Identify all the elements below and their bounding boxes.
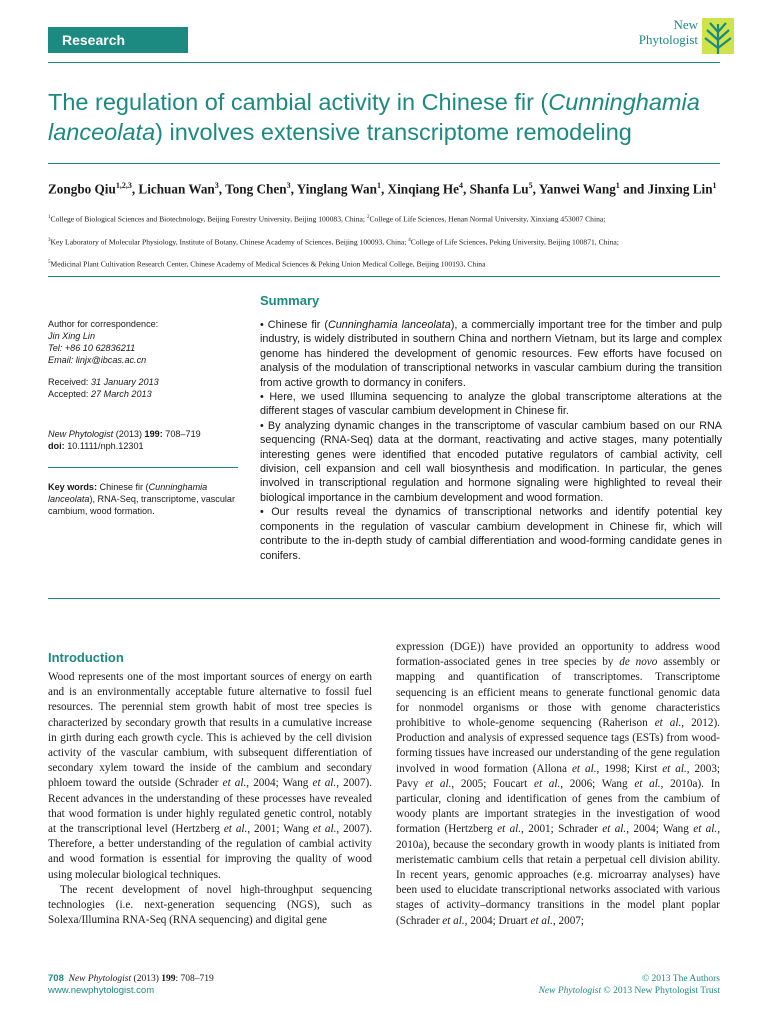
section-tag: Research bbox=[48, 27, 188, 53]
journal-leaf-icon bbox=[702, 18, 734, 54]
affiliation-rule bbox=[48, 276, 720, 277]
body-paragraph: The recent development of novel high-throughput sequencing technologies (i.e. next-generation sequencing (NGS), such as Solexa/Illumina RNA-Seq (RNA sequencing) and digital gene bbox=[48, 883, 372, 927]
body-column-left bbox=[48, 670, 372, 928]
correspondence-label: Author for correspondence: bbox=[48, 319, 159, 329]
author-affiliation-marker: 1 bbox=[712, 181, 717, 190]
author-affiliation-marker: 5 bbox=[528, 181, 533, 190]
correspondence-tel: Tel: +86 10 62836211 bbox=[48, 343, 136, 353]
article-title: The regulation of cambial activity in Chinese fir (Cunninghamia lanceolata) involves extensive transcriptome remodeling bbox=[48, 89, 700, 145]
body-paragraph: expression (DGE)) have provided an opportunity to address wood formation-associated genes in tree species by de novo assembly or mapping and quantification of transcriptomes. Transcriptome sequencing is an efficient means to generate functional genomic data for nonmodel organisms or those with genome characteristics prohibitive to whole-genome sequencing (Raherison et al., 2012). Production and analysis of expressed sequence tags (ESTs) from wood-forming tissues have increased our understanding of the gene regulation involved in wood formation (Allona et al., 1998; Kirst et al., 2003; Pavy et al., 2005; Foucart et al., 2006; Wang et al., 2010a). In particular, cloning and identification of genes from the cambium of woody plants are important strategies in the investigation of wood formation (Hertzberg et al., 2001; Schrader et al., 2004; Wang et al., 2010a), because the secondary growth in woody plants is initiated from meristematic cambium cells that retain a perpetual cell division ability. In recent years, genomic approaches (e.g. microarray analyses) have been used to elucidate transcriptional networks associated with various stages of activity–dormancy transitions in the model plant poplar (Schrader et al., 2004; Druart et al., 2007; bbox=[396, 641, 721, 927]
author-name: Lichuan Wan bbox=[138, 181, 215, 197]
header-rule bbox=[48, 62, 720, 63]
journal-name-line2: Phytologist bbox=[638, 32, 698, 47]
affiliation-line: $^1$College of Biological Sciences and Biotechnology, Beijing Forestry University, Beijing 100083, China; $^2$College of Life Sciences, Henan Normal University, Xinxiang 453007 China; bbox=[48, 214, 606, 224]
citation-block: New Phytologist (2013) 199: 708–719 doi: 10.1111/nph.12301 bbox=[48, 429, 201, 451]
author-name: Yinglang Wan bbox=[296, 181, 377, 197]
section-heading-introduction: Introduction bbox=[48, 650, 124, 665]
author-name: Xinqiang He bbox=[387, 181, 459, 197]
author-name: Shanfa Lu bbox=[469, 181, 529, 197]
author-name: Tong Chen bbox=[225, 181, 287, 197]
footer-copyright: © 2013 The Authors New Phytologist © 2013 New Phytologist Trust bbox=[538, 974, 720, 996]
journal-logo bbox=[614, 16, 734, 60]
doi-value[interactable]: 10.1111/nph.12301 bbox=[64, 441, 144, 451]
author-affiliation-marker: 4 bbox=[459, 181, 463, 190]
accepted-date: 27 March 2013 bbox=[90, 389, 152, 399]
summary-rule bbox=[48, 598, 720, 599]
correspondence-email[interactable]: Email: linjx@ibcas.ac.cn bbox=[48, 355, 147, 365]
footer-left: 708 New Phytologist (2013) 199: 708–719 www.newphytologist.com bbox=[48, 973, 214, 996]
summary-bullet: • Chinese fir (Cunninghamia lanceolata), a commercially important tree for the timber and pulp industry, is widely distributed in southern China and northern Vietnam, but its large and complex genome has hindered the development of genomic resources. Few efforts have focused on analysis of the modulation of transcriptional networks in vascular cambium during the transition from active growth to dormancy in conifers. bbox=[260, 319, 723, 389]
affiliation-line: $^3$Key Laboratory of Molecular Physiology, Institute of Botany, Chinese Academy of Sciences, Beijing 100093, China; $^4$College of Life Sciences, Peking University, Beijing 100871, China; bbox=[48, 237, 619, 247]
author-affiliation-marker: 1 bbox=[615, 181, 620, 190]
side-rule bbox=[48, 467, 238, 468]
dates-block: Received: 31 January 2013 Accepted: 27 March 2013 bbox=[48, 377, 159, 399]
affiliation-line: $^5$Medicinal Plant Cultivation Research Center, Chinese Academy of Medical Sciences & Peking Union Medical College, Beijing 100193, China bbox=[48, 259, 486, 269]
summary-bullet: • By analyzing dynamic changes in the transcriptome of vascular cambium based on our RNA sequencing (RNA-Seq) data at the dormant, reactivating and active stages, many potentially interesting genes were identified that encoded putative regulators of cambial activity, cell division, cell expansion and cell wall biosynthesis and modification. In particular, the genes involved in transcriptional regulation and hormone signaling were highlighted to reveal their biological importance in the cambium development and wood formation. bbox=[260, 419, 722, 504]
author-affiliation-marker: 1 bbox=[376, 181, 381, 190]
author-affiliation-marker: 3 bbox=[214, 181, 219, 190]
author-affiliation-marker: 1,2,3 bbox=[115, 181, 132, 190]
correspondence-name: Jin Xing Lin bbox=[48, 331, 96, 341]
summary-bullet: • Here, we used Illumina sequencing to analyze the global transcriptome alterations at the different stages of vascular cambium development in Chinese fir. bbox=[260, 391, 722, 418]
author-name: Yanwei Wang bbox=[538, 181, 616, 197]
summary-text bbox=[260, 318, 722, 563]
journal-name-line1: New bbox=[673, 17, 698, 32]
correspondence-block bbox=[48, 318, 238, 366]
author-affiliation-marker: 3 bbox=[286, 181, 291, 190]
title-rule bbox=[48, 163, 720, 164]
body-column-right bbox=[396, 640, 720, 929]
body-paragraph: Wood represents one of the most important sources of energy on earth and is an environmentally acceptable future alternative to fossil fuel resources. The perennial stem growth habit of most tree species is characterized by secondary growth that results in a cumulative increase in girth during each growth cycle. This is achieved by the cell division activity of the vascular cambium, with subsequent differentiation of secondary xylem toward the inside of the cambium and secondary phloem toward the outside (Schrader et al., 2004; Wang et al., 2007). Recent advances in the understanding of these processes have revealed that wood formation is under highly regulated genetic control, notably at the transcriptional level (Hertzberg et al., 2001; Wang et al., 2007). Therefore, a better understanding of the regulation of cambial activity and wood formation is essential for improving the quality of wood using molecular biological techniques. bbox=[48, 671, 373, 881]
summary-bullet: • Our results reveal the dynamics of transcriptional networks and identify potential key components in the regulation of vascular cambium development in Chinese fir, which will contribute to the in-depth study of cambial differentiation and wood-forming candidate genes in conifers. bbox=[260, 506, 722, 562]
summary-heading: Summary bbox=[260, 293, 320, 308]
author-name: Jinxing Lin bbox=[647, 181, 713, 197]
keywords-block: Key words: Chinese fir (Cunninghamia lanceolata), RNA-Seq, transcriptome, vascular cambium, wood formation. bbox=[48, 482, 236, 516]
author-list: Zongbo Qiu$^{1,2,3}$, Lichuan Wan$^3$, Tong Chen$^3$, Yinglang Wan$^1$, Xinqiang He$^4$, Shanfa Lu$^5$, Yanwei Wang$^1$ and Jinxing Lin$^1$ bbox=[48, 181, 717, 197]
page-number: 708 bbox=[48, 973, 64, 984]
journal-url-link[interactable]: www.newphytologist.com bbox=[48, 985, 155, 996]
received-date: 31 January 2013 bbox=[90, 377, 159, 387]
author-name: Zongbo Qiu bbox=[48, 181, 116, 197]
